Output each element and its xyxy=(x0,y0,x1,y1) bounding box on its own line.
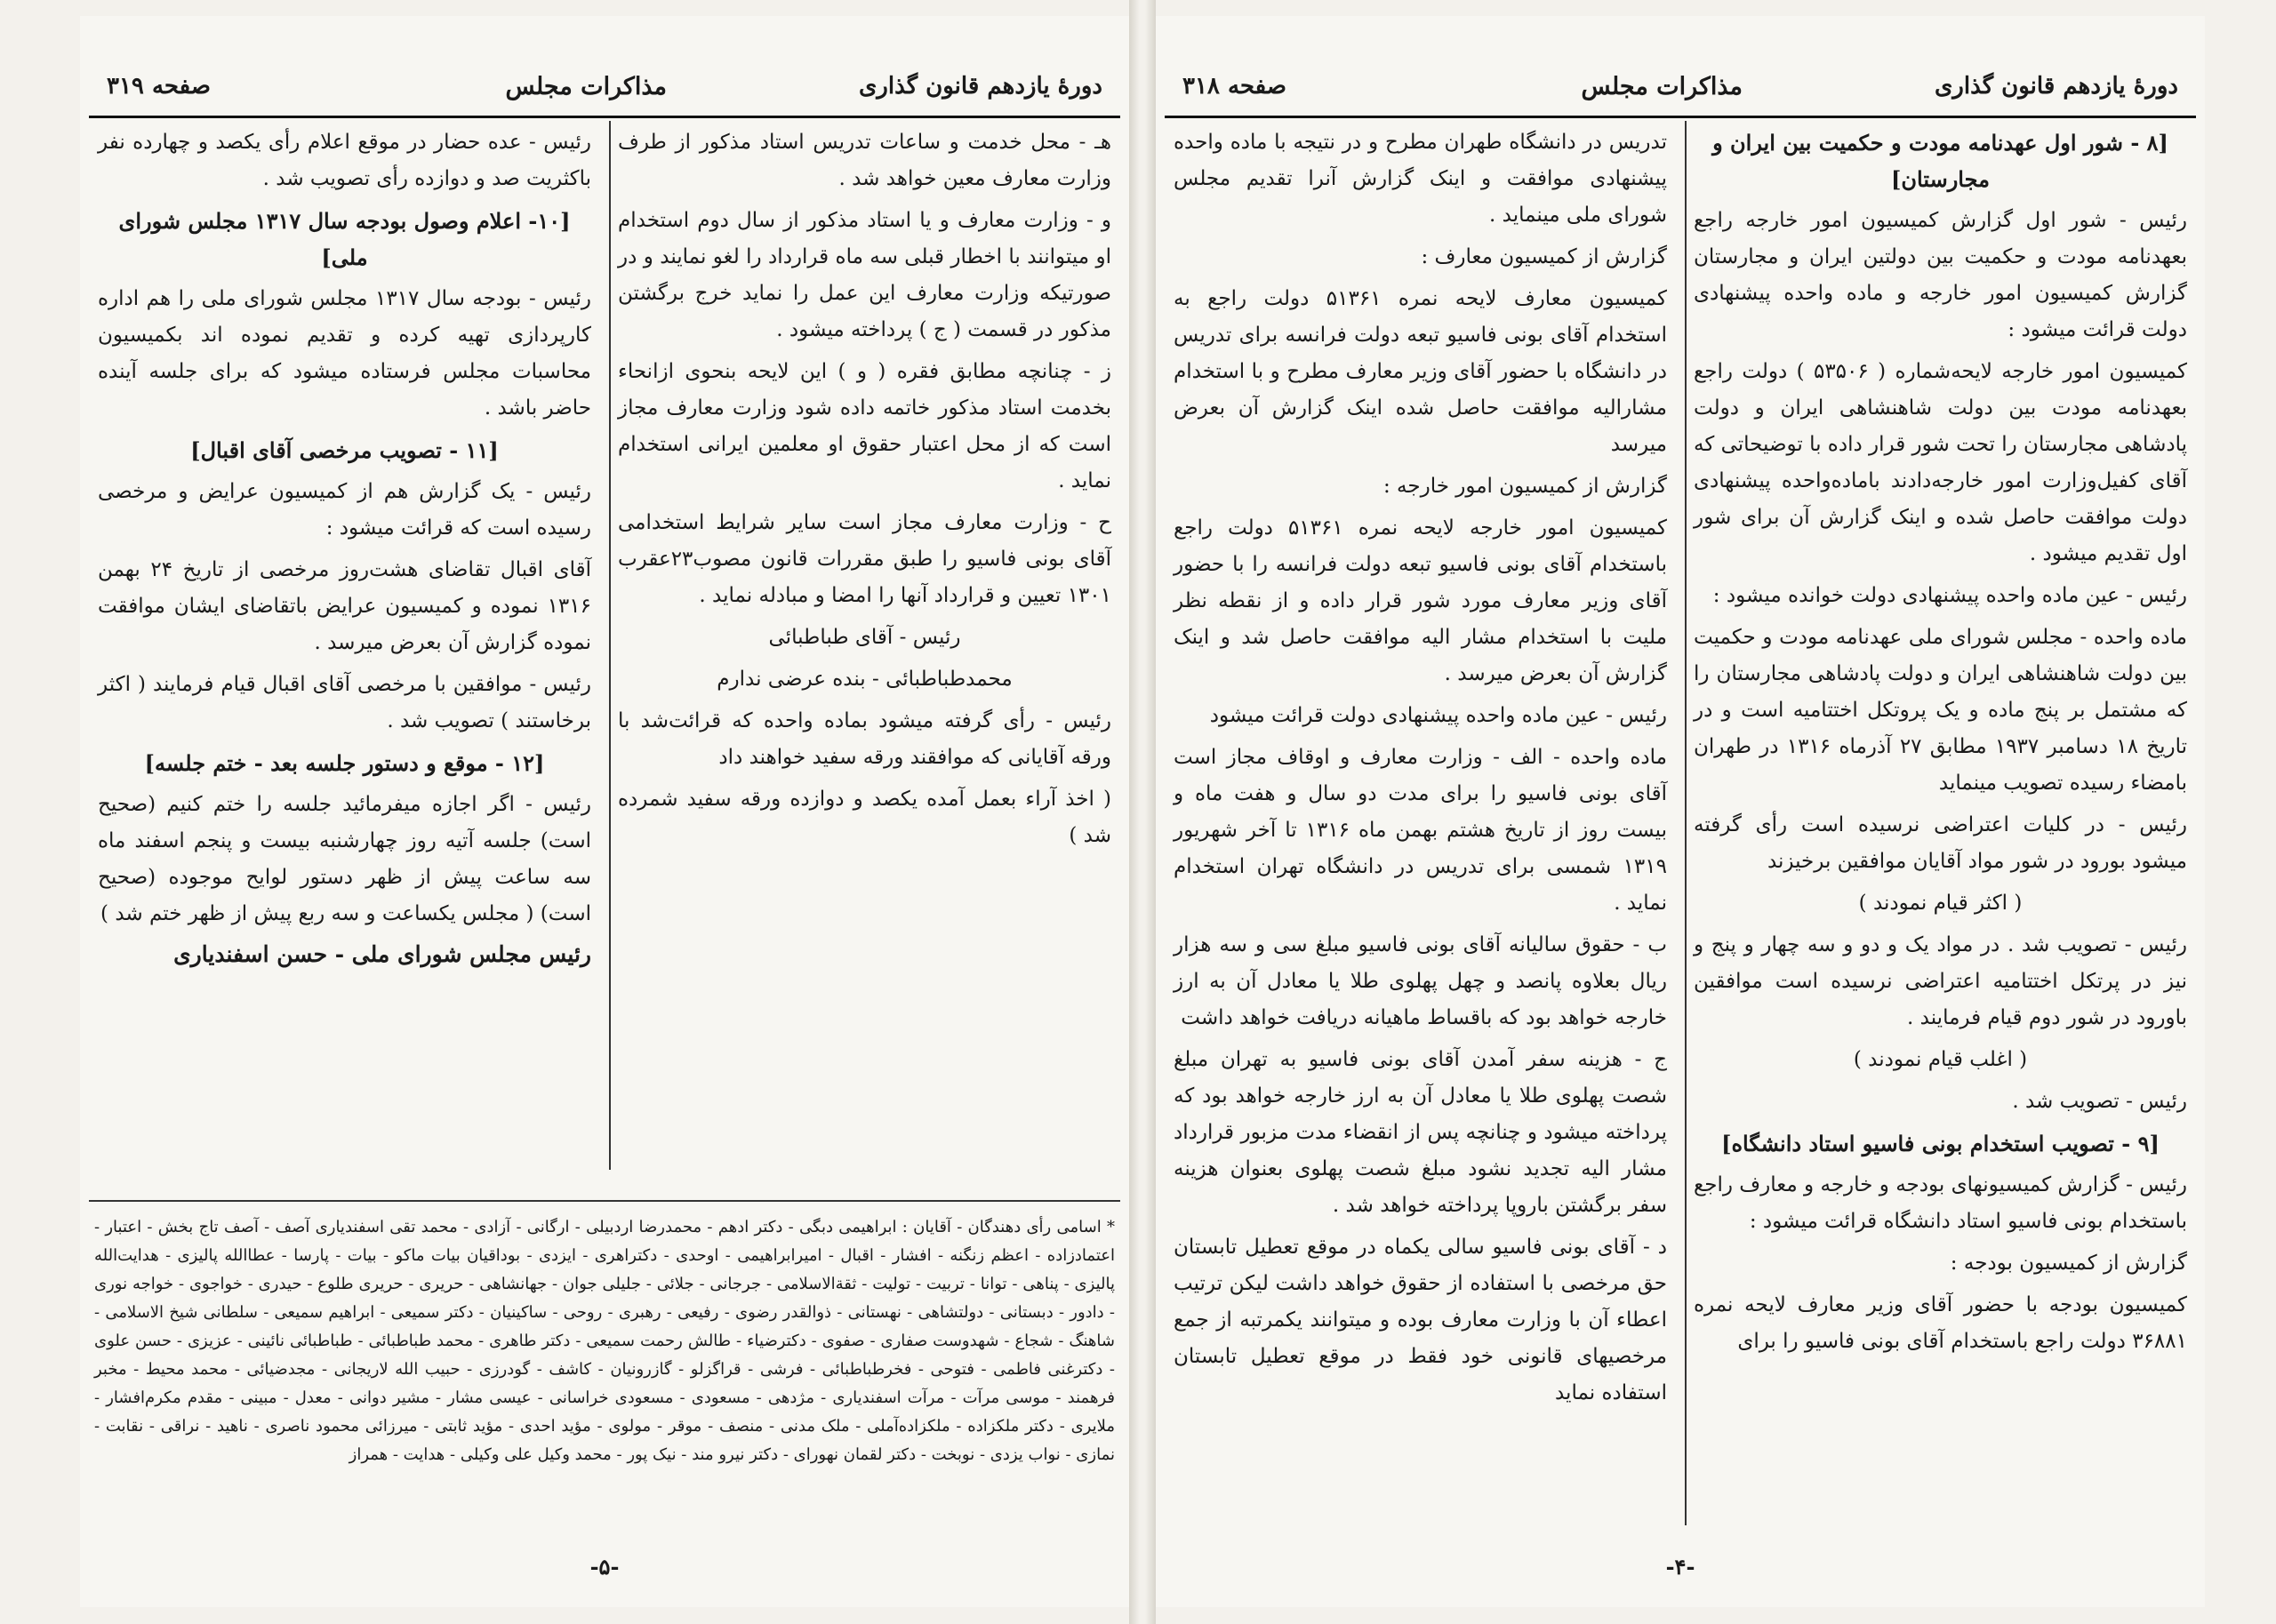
paragraph: ج - هزینه سفر آمدن آقای بونی فاسیو به تهران مبلغ شصت پهلوی طلا یا معادل آن به ارز خارجه خواهد بود که پرداخته میشود و چنانچه پس از انقضاء مدت مزبور قرارداد مشار الیه تجدید نشود مبلغ شصت پهلوی بعنوان هزینه سفر برگشتن باروپا پرداخته خواهد شد . xyxy=(1174,1048,1667,1217)
column-left xyxy=(1174,124,1667,1417)
paragraph: تدریس در دانشگاه طهران مطرح و در نتیجه با ماده واحده پیشنهادی موافقت و اینک گزارش آنرا تقدیم مجلس شورای ملی مینماید . xyxy=(1174,131,1667,227)
header-section: مذاکرات مجلس xyxy=(1581,73,1743,100)
paragraph: گزارش از کمیسیون معارف : xyxy=(1421,245,1667,268)
page-left xyxy=(80,16,1129,1607)
page-header xyxy=(1156,16,2205,105)
paragraph: رئیس - تصویب شد . xyxy=(2012,1090,2187,1113)
paragraph: ماده واحده - مجلس شورای ملی عهدنامه مودت و حکمیت بین دولت شاهنشاهی ایران و دولت پادشاهی مجارستان را که مشتمل بر پنج ماده و یک پروتکل اختتامیه است و در تاریخ ۱۸ دسامبر ۱۹۳۷ مطابق ۲۷ آذرماه ۱۳۱۶ در طهران بامضاء رسیده تصویب مینماید xyxy=(1694,626,2187,795)
header-rule xyxy=(89,116,1120,118)
paragraph: رئیس - شور اول گزارش کمیسیون امور خارجه راجع بعهدنامه مودت و حکمیت بین دولتین ایران و مجارستان گزارش کمیسیون امور خارجه و ماده واحده پیشنهادی دولت قرائت میشود : xyxy=(1694,209,2187,341)
paragraph: د - آقای بونی فاسیو سالی یکماه در موقع تعطیل تابستان حق مرخصی با استفاده از حقوق خواهد داشت لیکن ترتیب اعطاء آن با وزارت معارف بوده و میتوانند یکمرتبه از جمع مرخصیهای قانونی خود فقط در موقع تعطیل تابستان استفاده نماید xyxy=(1174,1236,1667,1404)
paragraph: رئیس - عین ماده واحده پیشنهادی دولت خوانده میشود : xyxy=(1712,584,2187,607)
paragraph: آقای اقبال تقاضای هشت‌روز مرخصی از تاریخ ۲۴ بهمن ۱۳۱۶ نموده و کمیسیون عرایض باتقاضای ایشان موافقت نموده گزارش آن بعرض میرسد . xyxy=(98,558,591,654)
paragraph: ( اکثر قیام نمودند ) xyxy=(1858,892,2023,915)
paragraph: رئیس - موافقین با مرخصی آقای اقبال قیام فرمایند ( اکثر برخاستند ) تصویب شد . xyxy=(98,673,591,732)
paragraph: رئیس - تصویب شد . در مواد یک و دو و سه چهار و پنج و نیز در پرتکل اختتامیه اعتراضی نرسیده است موافقین باورود در شور دوم قیام فرمایند . xyxy=(1694,933,2187,1029)
paragraph: رئیس - گزارش کمیسیونهای بودجه و خارجه و معارف راجع باستخدام بونی فاسیو استاد دانشگاه قرائت میشود : xyxy=(1694,1173,2187,1233)
paragraph: ( اغلب قیام نمودند ) xyxy=(1853,1048,2028,1071)
paragraph: ز - چنانچه مطابق فقره ( و ) این لایحه بنحوی ازانحاء بخدمت استاد مذکور خاتمه داده شود وزارت معارف مجاز است که از محل اعتبار حقوق او معلمین ایرانی استخدام نماید . xyxy=(618,360,1111,492)
paragraph: ح - وزارت معارف مجاز است سایر شرایط استخدامی آقای بونی فاسیو را طبق مقررات قانون مصوب۲۳عقرب ۱۳۰۱ تعیین و قرارداد آنها را امضا و مبادله نماید . xyxy=(618,511,1111,607)
header-page-number: صفحه ۳۱۸ xyxy=(1182,73,1286,100)
column-divider xyxy=(609,121,611,1170)
paragraph: کمیسیون امور خارجه لایحه نمره ۵۱۳۶۱ دولت راجع باستخدام آقای بونی فاسیو تبعه دولت فرانسه را با حضور آقای وزیر معارف مورد شور قرار داده و از نقطه نظر ملیت با استخدام مشار الیه موافقت حاصل شد و اینک گزارش آن بعرض میرسد . xyxy=(1174,516,1667,685)
column-right xyxy=(618,124,1111,860)
section-heading: [۱۱ - تصویب مرخصی آقای اقبال] xyxy=(190,437,499,463)
header-rule xyxy=(1165,116,2196,118)
page-header xyxy=(80,16,1129,105)
paragraph: رئیس - عین ماده واحده پیشنهادی دولت قرائت میشود xyxy=(1209,704,1667,727)
header-series: دورهٔ یازدهم قانون گذاری xyxy=(1934,73,2178,100)
signature-line: رئیس مجلس شورای ملی - حسن اسفندیاری xyxy=(173,941,591,967)
paragraph: کمیسیون امور خارجه لایحه‌شماره ( ۵۳۵۰۶ ) دولت راجع بعهدنامه مودت بین دولت شاهنشاهی ایران و دولت پادشاهی مجارستان را تحت شور قرار داده با توضیحاتی که آقای کفیل‌وزارت امور خارجه‌دادند باماده‌واحده پیشنهادی دولت موافقت حاصل شده و اینک گزارش آن برای شور اول تقدیم میشود . xyxy=(1694,360,2187,565)
footnote-rule xyxy=(89,1200,1120,1202)
paragraph: رئیس - اگر اجازه میفرمائید جلسه را ختم کنیم (صحیح است) جلسه آتیه روز چهارشنبه بیست و پنجم اسفند ماه سه ساعت پیش از ظهر دستور لوایح موجوده (صحیح است) ( مجلس یکساعت و سه ربع پیش از ظهر ختم شد ) xyxy=(98,793,591,925)
page-number: -۵- xyxy=(589,1554,620,1580)
column-divider xyxy=(1685,121,1687,1525)
header-section: مذاکرات مجلس xyxy=(505,73,667,100)
paragraph: ماده واحده - الف - وزارت معارف و اوقاف مجاز است آقای بونی فاسیو را برای مدت دو سال و هفت ماه و بیست روز از تاریخ هشتم بهمن ماه ۱۳۱۶ تا آخر شهریور ۱۳۱۹ شمسی برای تدریس در دانشگاه تهران استخدام نماید . xyxy=(1174,746,1667,915)
paragraph: رئیس - در کلیات اعتراضی نرسیده است رأی گرفته میشود بورود در شور مواد آقایان موافقین برخیزند xyxy=(1694,813,2187,873)
page-right xyxy=(1156,16,2205,1607)
paragraph: رئیس - رأی گرفته میشود بماده واحده که قرائت‌شد با ورقه آقایانی که موافقند ورقه سفید خواهند داد xyxy=(618,709,1111,769)
paragraph: محمدطباطبائی - بنده عرضی ندارم xyxy=(717,668,1013,691)
column-left xyxy=(98,124,591,977)
paragraph: کمیسیون معارف لایحه نمره ۵۱۳۶۱ دولت راجع به استخدام آقای بونی فاسیو تبعه دولت فرانسه برای تدریس در دانشگاه با حضور آقای وزیر معارف مطرح و با استخدام مشارالیه موافقت حاصل شده اینک گزارش آن بعرض میرسد xyxy=(1174,287,1667,456)
page-number: -۴- xyxy=(1665,1554,1695,1580)
paragraph: ( اخذ آراء بعمل آمده یکصد و دوازده ورقه سفید شمرده شد ) xyxy=(618,788,1111,847)
paragraph: رئیس - یک گزارش هم از کمیسیون عرایض و مرخصی رسیده است که قرائت میشود : xyxy=(98,480,591,540)
voters-footnote: * اسامی رأی دهندگان - آقایان : ابراهیمی دبگی - دکتر ادهم - محمدرضا اردبیلی - ارگانی - آزادی - محمد تقی اسفندیاری آصف - آصف تاج بخش - اعتبار - اعتمادزاده - اعظم زنگنه - افشار - اقبال - امیرابراهیمی - اوحدی - دکتراهری - ایزدی - بوداقیان بیات ماکو - بیات - پارسا - عطاالله پالیزی - هدایت‌الله پالیزی - پناهی - توانا - تربیت - تولیت - ثقة‌الاسلامی - جرجانی - جلائی - جلیلی جوان - جهانشاهی - حریری - حریری طلوع - حیدری - خواجوی - خواجه نوری - دادور - دبستانی - دولتشاهی - نهستانی - ذوالقدر رضوی - رفیعی - رهبری - روحی - ساکینیان - دکتر سمیعی - ابراهیم سمیعی - سلطانی شیخ الاسلامی - شاهنگ - شجاع - شهدوست صفاری - صفوی - دکترضیاء - طالش رحمت سمیعی - دکتر طاهری - محمد طباطبائی - طباطبائی نائینی - عزیزی - حسن علوی - دکترغنی فاطمی - فتوحی - فخرطباطبائی - فرشی - قراگزلو - گازرونیان - کاشف - گودرزی - حبیب الله لاریجانی - مجدضیائی - محمد محیط - مخبر فرهمند - موسی مرآت - مرآت اسفندیاری - مژدهی - مسعودی - مسعودی خراسانی - عیسی مشار - مشیر دوانی - معدل - مبینی - مقدم مکرم‌افشار - ملایری - دکتر ملکزاده - ملکزاده‌آملی - ملک مدنی - منصف - موقر - مولوی - مؤید احدی - مؤید ثابتی - میرزائی محمود ناصری - ناهید - نراقی - نقابت - نمازی - نواب یزدی - نوبخت - دکتر لقمان نهورای - دکتر نیرو مند - نیک پور - محمد وکیل علی وکیلی - هدایت - همراز xyxy=(94,1218,1115,1464)
paragraph: کمیسیون بودجه با حضور آقای وزیر معارف لایحه نمره ۳۶۸۸۱ دولت راجع باستخدام آقای بونی فاسیو را برای xyxy=(1694,1293,2187,1353)
book-gutter xyxy=(1129,0,1156,1624)
paragraph: ب - حقوق سالیانه آقای بونی فاسیو مبلغ سی و سه هزار ریال بعلاوه پانصد و چهل پهلوی طلا یا معادل آن به ارز خارجه خواهد بود که باقساط ماهیانه دریافت خواهد داشت xyxy=(1174,933,1667,1029)
paragraph: هـ - محل خدمت و ساعات تدریس استاد مذکور از طرف وزارت معارف معین خواهد شد . xyxy=(618,131,1111,190)
paragraph: رئیس - عده حضار در موقع اعلام رأی یکصد و چهارده نفر باکثریت صد و دوازده رأی تصویب شد . xyxy=(98,131,591,190)
paragraph: گزارش از کمیسیون امور خارجه : xyxy=(1382,475,1667,498)
paragraph: رئیس - آقای طباطبائی xyxy=(768,626,961,649)
column-right xyxy=(1694,124,2187,1365)
section-heading: [۹ - تصویب استخدام بونی فاسیو استاد دانشگاه] xyxy=(1721,1131,2160,1156)
header-series: دورهٔ یازدهم قانون گذاری xyxy=(858,73,1102,100)
paragraph: گزارش از کمیسیون بودجه : xyxy=(1950,1252,2187,1275)
paragraph: رئیس - بودجه سال ۱۳۱۷ مجلس شورای ملی را هم اداره کارپردازی تهیه کرده و تقدیم نموده اند بکمیسیون محاسبات مجلس فرستاده میشود که برای جلسه آینده حاضر باشد . xyxy=(98,287,591,420)
section-heading: [۱۲ - موقع و دستور جلسه بعد - ختم جلسه] xyxy=(144,750,545,776)
header-page-number: صفحه ۳۱۹ xyxy=(107,73,211,100)
paragraph: و - وزارت معارف و یا استاد مذکور از سال دوم استخدام او میتوانند با اخطار قبلی سه ماه قرارداد را لغو نمایند و در صورتیکه وزارت معارف این عمل را نماید خرج برگشتن مذکور در قسمت ( ج ) پرداخته میشود . xyxy=(618,209,1111,341)
section-heading: [۸ - شور اول عهدنامه مودت و حکمیت بین ایران و مجارستان] xyxy=(1712,130,2168,192)
section-heading: [۱۰- اعلام وصول بودجه سال ۱۳۱۷ مجلس شورای ملی] xyxy=(118,208,571,270)
